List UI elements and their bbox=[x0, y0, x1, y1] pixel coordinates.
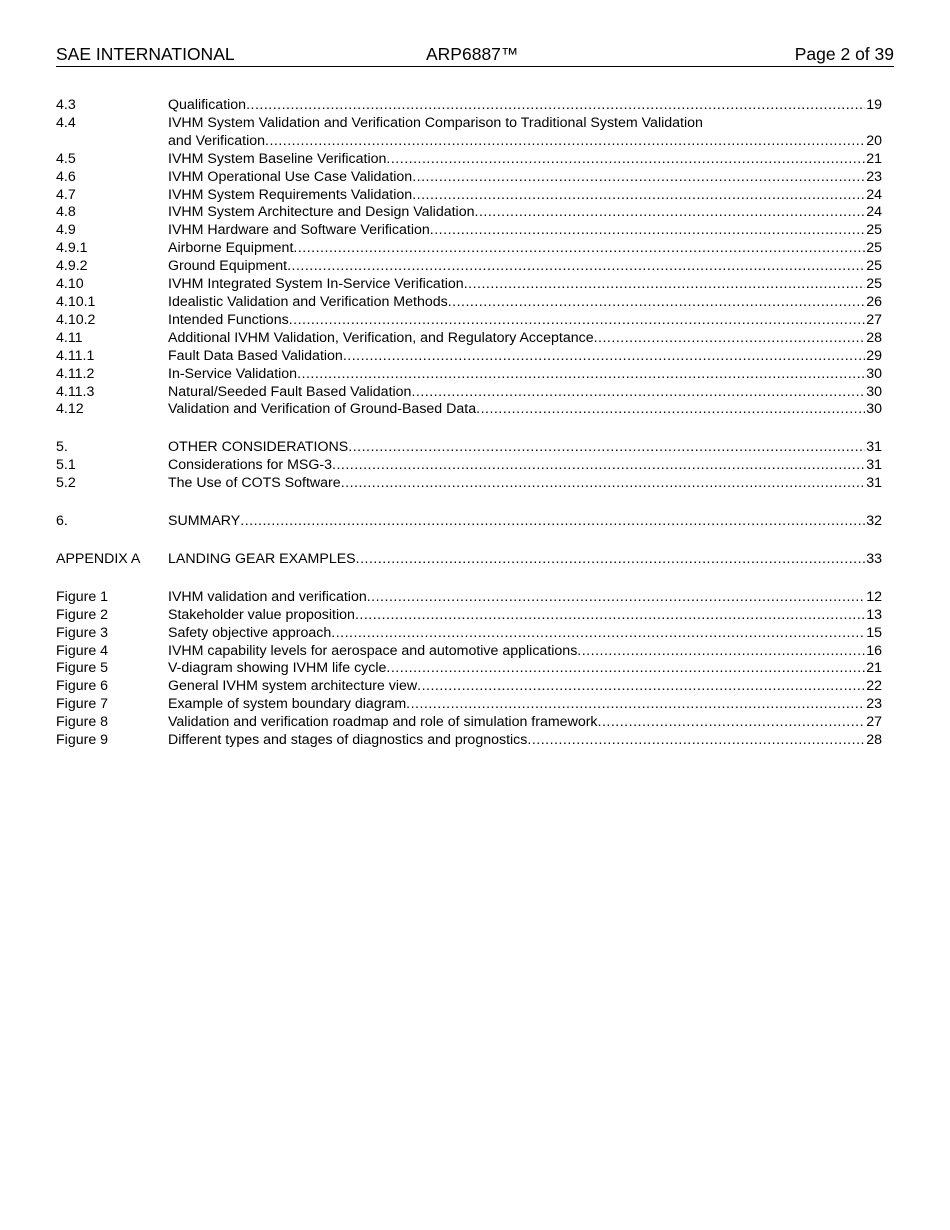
toc-entry-page: 15 bbox=[866, 624, 882, 641]
toc-entry[interactable] bbox=[56, 97, 882, 115]
dot-leader bbox=[331, 625, 865, 643]
toc-entry-title: Safety objective approach bbox=[168, 624, 332, 641]
toc-entry-body bbox=[168, 204, 882, 222]
toc-entry-number: Figure 3 bbox=[56, 624, 109, 641]
toc-entry-page: 25 bbox=[866, 240, 882, 257]
dot-leader bbox=[246, 97, 865, 115]
toc-entry[interactable] bbox=[56, 607, 882, 625]
toc-entry[interactable] bbox=[56, 439, 882, 457]
toc-entry-page: 27 bbox=[866, 714, 882, 731]
toc-entry-body bbox=[168, 607, 882, 625]
toc-entry-title: Additional IVHM Validation, Verification, and Regulatory Acceptance bbox=[168, 329, 594, 346]
toc-entry-body bbox=[168, 643, 882, 661]
toc-entry[interactable] bbox=[56, 475, 882, 493]
toc-entry-body bbox=[168, 330, 882, 348]
dot-leader bbox=[406, 696, 865, 714]
toc-entry-title: Stakeholder value proposition bbox=[168, 606, 355, 623]
toc-entry-number: Figure 9 bbox=[56, 732, 109, 749]
dot-leader bbox=[475, 204, 866, 222]
toc-entry-number: Figure 2 bbox=[56, 606, 109, 623]
toc-entry-title: IVHM Hardware and Software Verification bbox=[168, 222, 430, 239]
dot-leader bbox=[464, 276, 866, 294]
toc-entry-title: Natural/Seeded Fault Based Validation bbox=[168, 383, 412, 400]
document-number: ARP6887™ bbox=[426, 44, 519, 64]
dot-leader bbox=[527, 732, 865, 750]
toc-entry-continuation-line bbox=[168, 133, 882, 151]
toc-entry-body bbox=[168, 401, 882, 419]
toc-entry[interactable] bbox=[56, 348, 882, 366]
toc-entry-number: 4.7 bbox=[56, 186, 76, 203]
toc-entry-page: 33 bbox=[866, 550, 882, 567]
table-of-contents bbox=[56, 97, 882, 750]
toc-entry-number: Figure 7 bbox=[56, 696, 109, 713]
toc-entry-page: 21 bbox=[866, 660, 882, 677]
toc-entry-body bbox=[168, 678, 882, 696]
toc-entry-number: 5.1 bbox=[56, 457, 76, 474]
page-header bbox=[56, 44, 894, 67]
toc-entry-number: 4.4 bbox=[56, 114, 76, 131]
toc-entry-page: 12 bbox=[866, 588, 882, 605]
dot-leader bbox=[417, 678, 865, 696]
toc-entry-body bbox=[168, 187, 882, 205]
dot-leader bbox=[411, 384, 865, 402]
dot-leader bbox=[430, 222, 865, 240]
toc-entry-page: 25 bbox=[866, 276, 882, 293]
toc-entry-body bbox=[168, 169, 882, 187]
dot-leader bbox=[348, 439, 865, 457]
dot-leader bbox=[386, 151, 865, 169]
toc-entry-page: 22 bbox=[866, 678, 882, 695]
toc-entry[interactable] bbox=[56, 366, 882, 384]
toc-entry-page: 28 bbox=[866, 732, 882, 749]
toc-entry-body bbox=[168, 258, 882, 276]
dot-leader bbox=[341, 475, 866, 493]
toc-entry-body bbox=[168, 222, 882, 240]
toc-entry-number: 4.9 bbox=[56, 222, 76, 239]
toc-entry-number: 6. bbox=[56, 513, 68, 530]
toc-entry-page: 32 bbox=[866, 513, 882, 530]
toc-entry-body bbox=[168, 97, 882, 115]
dot-leader bbox=[476, 401, 865, 419]
dot-leader bbox=[577, 643, 865, 661]
dot-leader bbox=[240, 513, 865, 531]
toc-entry-title: IVHM System Baseline Verification bbox=[168, 150, 387, 167]
toc-entry-body bbox=[168, 384, 882, 402]
toc-entry-title: IVHM System Validation and Verification Comparison to Traditional System Validation bbox=[168, 114, 703, 131]
toc-entry[interactable] bbox=[56, 643, 882, 661]
toc-entry-body bbox=[168, 115, 882, 151]
page-indicator: Page 2 of 39 bbox=[794, 44, 894, 64]
toc-entry-number: 4.11.3 bbox=[56, 383, 95, 400]
toc-entry-body bbox=[168, 513, 882, 531]
toc-entry-title-continued: and Verification bbox=[168, 132, 266, 149]
toc-entry-body bbox=[168, 348, 882, 366]
dot-leader bbox=[594, 330, 866, 348]
toc-entry[interactable] bbox=[56, 513, 882, 531]
toc-entry-body bbox=[168, 660, 882, 678]
toc-entry-page: 20 bbox=[866, 132, 882, 149]
toc-entry[interactable] bbox=[56, 660, 882, 678]
toc-entry-title: Ground Equipment bbox=[168, 258, 288, 275]
toc-entry[interactable] bbox=[56, 258, 882, 276]
dot-leader bbox=[289, 312, 866, 330]
toc-entry[interactable] bbox=[56, 276, 882, 294]
toc-entry-number: 4.5 bbox=[56, 150, 76, 167]
toc-entry[interactable] bbox=[56, 401, 882, 419]
publisher-name: SAE INTERNATIONAL bbox=[56, 44, 235, 64]
toc-entry[interactable] bbox=[56, 330, 882, 348]
toc-entry-body bbox=[168, 732, 882, 750]
toc-entry-number: Figure 8 bbox=[56, 714, 109, 731]
toc-entry-page: 24 bbox=[866, 204, 882, 221]
dot-leader bbox=[412, 169, 865, 187]
toc-entry[interactable] bbox=[56, 240, 882, 258]
toc-entry-number: 4.10.1 bbox=[56, 293, 96, 310]
dot-leader bbox=[343, 348, 865, 366]
toc-entry-number: Figure 5 bbox=[56, 660, 109, 677]
toc-entry[interactable] bbox=[56, 589, 882, 607]
toc-entry-title: In-Service Validation bbox=[168, 365, 298, 382]
dot-leader bbox=[598, 714, 866, 732]
toc-entry-page: 25 bbox=[866, 222, 882, 239]
toc-entry-number: 4.12 bbox=[56, 401, 84, 418]
toc-entry-number: 4.3 bbox=[56, 97, 76, 113]
toc-entry-page: 23 bbox=[866, 168, 882, 185]
dot-leader bbox=[386, 660, 865, 678]
toc-entry-number: 4.10 bbox=[56, 276, 84, 293]
toc-entry-title: IVHM Operational Use Case Validation bbox=[168, 168, 413, 185]
toc-entry-title: Example of system boundary diagram bbox=[168, 696, 407, 713]
toc-entry-number: Figure 4 bbox=[56, 642, 109, 659]
toc-entry[interactable] bbox=[56, 678, 882, 696]
toc-entry-page: 25 bbox=[866, 258, 882, 275]
toc-entry-number: Figure 6 bbox=[56, 678, 109, 695]
toc-entry-body bbox=[168, 551, 882, 569]
dot-leader bbox=[356, 551, 866, 569]
dot-leader bbox=[332, 457, 865, 475]
toc-entry-title: SUMMARY bbox=[168, 513, 241, 530]
toc-entry-title: Fault Data Based Validation bbox=[168, 347, 343, 364]
toc-section bbox=[56, 97, 882, 419]
toc-entry-number: 4.11.1 bbox=[56, 347, 95, 364]
toc-entry-title: IVHM validation and verification bbox=[168, 588, 367, 605]
toc-entry[interactable] bbox=[56, 714, 882, 732]
toc-entry-page: 30 bbox=[866, 401, 882, 418]
toc-entry-page: 31 bbox=[866, 457, 882, 474]
toc-entry-number: APPENDIX A bbox=[56, 550, 141, 567]
toc-entry-page: 26 bbox=[866, 293, 882, 310]
dot-leader bbox=[448, 294, 866, 312]
toc-entry-body bbox=[168, 294, 882, 312]
toc-entry[interactable] bbox=[56, 115, 882, 151]
toc-entry[interactable] bbox=[56, 384, 882, 402]
toc-entry-number: 4.8 bbox=[56, 204, 76, 221]
toc-entry-title: General IVHM system architecture view bbox=[168, 678, 418, 695]
dot-leader bbox=[287, 258, 865, 276]
toc-entry[interactable] bbox=[56, 696, 882, 714]
toc-entry-title: IVHM System Requirements Validation bbox=[168, 186, 413, 203]
toc-entry[interactable] bbox=[56, 151, 882, 169]
toc-entry-number: 4.6 bbox=[56, 168, 76, 185]
toc-entry-page: 31 bbox=[866, 439, 882, 456]
toc-entry-title: Different types and stages of diagnostics and prognostics bbox=[168, 732, 528, 749]
toc-entry-page: 29 bbox=[866, 347, 882, 364]
toc-entry-body bbox=[168, 366, 882, 384]
toc-entry-body bbox=[168, 625, 882, 643]
toc-entry-page: 13 bbox=[866, 606, 882, 623]
toc-entry-body bbox=[168, 696, 882, 714]
toc-section bbox=[56, 439, 882, 493]
toc-entry-number: 4.11.2 bbox=[56, 365, 95, 382]
toc-entry-number: Figure 1 bbox=[56, 588, 109, 605]
dot-leader bbox=[265, 133, 865, 151]
toc-entry[interactable] bbox=[56, 169, 882, 187]
toc-entry[interactable] bbox=[56, 222, 882, 240]
dot-leader bbox=[367, 589, 865, 607]
toc-entry[interactable] bbox=[56, 312, 882, 330]
toc-entry-number: 4.9.1 bbox=[56, 240, 88, 257]
toc-entry-number: 4.10.2 bbox=[56, 311, 96, 328]
dot-leader bbox=[293, 240, 865, 258]
toc-entry-body bbox=[168, 276, 882, 294]
toc-entry-body bbox=[168, 439, 882, 457]
dot-leader bbox=[412, 187, 865, 205]
toc-entry-page: 27 bbox=[866, 311, 882, 328]
dot-leader bbox=[355, 607, 865, 625]
toc-section bbox=[56, 513, 882, 531]
toc-entry-title: IVHM System Architecture and Design Validation bbox=[168, 204, 475, 221]
toc-entry-page: 19 bbox=[866, 97, 882, 113]
toc-entry[interactable] bbox=[56, 625, 882, 643]
toc-entry-body bbox=[168, 240, 882, 258]
toc-entry-page: 24 bbox=[866, 186, 882, 203]
toc-entry-page: 30 bbox=[866, 383, 882, 400]
toc-entry-number: 4.9.2 bbox=[56, 258, 88, 275]
toc-entry[interactable] bbox=[56, 732, 882, 750]
toc-entry-page: 30 bbox=[866, 365, 882, 382]
toc-entry-body bbox=[168, 312, 882, 330]
toc-entry[interactable] bbox=[56, 187, 882, 205]
toc-entry-number: 5.2 bbox=[56, 475, 76, 492]
toc-entry-title: Considerations for MSG-3 bbox=[168, 457, 333, 474]
toc-entry-title: Intended Functions bbox=[168, 311, 289, 328]
toc-entry-title: Validation and Verification of Ground-Based Data bbox=[168, 401, 477, 418]
toc-entry-body bbox=[168, 151, 882, 169]
toc-entry-page: 28 bbox=[866, 329, 882, 346]
toc-entry[interactable] bbox=[56, 294, 882, 312]
dot-leader bbox=[297, 366, 865, 384]
toc-entry[interactable] bbox=[56, 457, 882, 475]
toc-entry-body bbox=[168, 714, 882, 732]
toc-entry-title: The Use of COTS Software bbox=[168, 475, 341, 492]
toc-entry-page: 31 bbox=[866, 475, 882, 492]
toc-entry-title: Validation and verification roadmap and role of simulation framework bbox=[168, 714, 598, 731]
toc-entry-page: 16 bbox=[866, 642, 882, 659]
toc-entry-title: Idealistic Validation and Verification Methods bbox=[168, 293, 448, 310]
toc-entry-body bbox=[168, 457, 882, 475]
toc-entry[interactable] bbox=[56, 204, 882, 222]
toc-entry-title: IVHM Integrated System In-Service Verification bbox=[168, 276, 464, 293]
toc-entry-body bbox=[168, 589, 882, 607]
toc-entry-title: V-diagram showing IVHM life cycle bbox=[168, 660, 387, 677]
toc-entry-title: IVHM capability levels for aerospace and automotive applications bbox=[168, 642, 578, 659]
toc-entry-body bbox=[168, 475, 882, 493]
toc-section bbox=[56, 589, 882, 750]
toc-entry-title: OTHER CONSIDERATIONS bbox=[168, 439, 349, 456]
toc-entry-page: 23 bbox=[866, 696, 882, 713]
toc-entry-page: 21 bbox=[866, 150, 882, 167]
toc-entry-number: 5. bbox=[56, 439, 68, 456]
toc-entry-number: 4.11 bbox=[56, 329, 83, 346]
toc-entry[interactable] bbox=[56, 551, 882, 569]
toc-section bbox=[56, 551, 882, 569]
toc-entry-title: Airborne Equipment bbox=[168, 240, 294, 257]
toc-entry-title: Qualification bbox=[168, 97, 247, 113]
toc-entry-title: LANDING GEAR EXAMPLES bbox=[168, 550, 356, 567]
